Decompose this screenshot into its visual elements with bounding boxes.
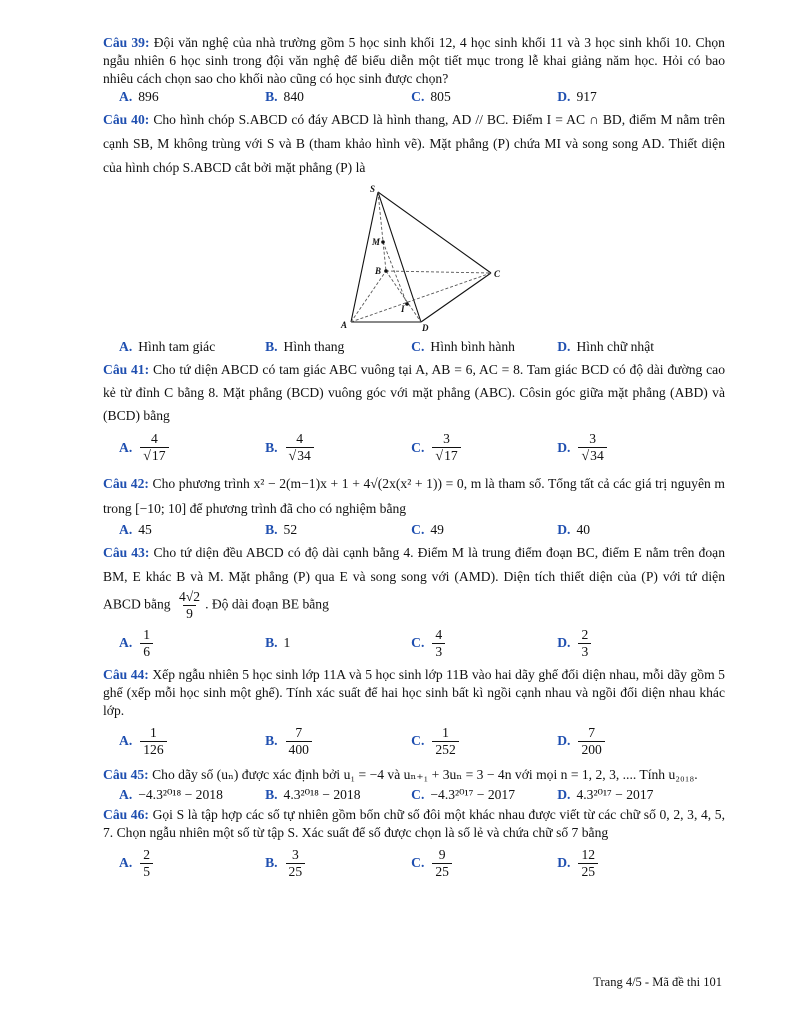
question-text: Cho tứ diện ABCD có tam giác ABC vuông tại A, AB = 6, AC = 8. Tam giác BCD có độ dài đường cao kẻ từ đỉnh C bằng 8. Mặt phẳng (BCD) vuông góc với mặt phẳng (ABC). Côsin góc giữa mặt phẳng (ABD) và (BCD) bằng — [103, 362, 726, 423]
edge-sc — [378, 192, 491, 273]
question-44 — [103, 666, 725, 720]
question-label: Câu 42: — [103, 476, 149, 491]
option-b[interactable]: B. Hình thang — [265, 339, 345, 354]
option-b[interactable]: B. $\frac{4}{√34}$ — [265, 431, 411, 465]
fraction: $\frac{7}{200}$ — [578, 725, 604, 758]
option-a[interactable]: A. −4.3²⁰¹⁸ − 2018 — [119, 787, 223, 802]
question-41 — [103, 358, 725, 427]
segment-mi — [383, 242, 407, 304]
option-a[interactable]: A. 896 — [119, 89, 159, 104]
option-c[interactable]: C. Hình bình hành — [411, 339, 515, 354]
label-a: A — [341, 320, 348, 330]
label-d: D — [422, 323, 429, 333]
option-b[interactable]: B. 4.3²⁰¹⁸ − 2018 — [265, 787, 361, 802]
fraction: $\frac{3}{√34}$ — [578, 431, 606, 465]
question-45 — [103, 764, 725, 786]
option-c[interactable]: C. 49 — [411, 522, 444, 537]
question-40 — [103, 108, 725, 180]
pyramid-figure — [333, 184, 503, 334]
option-c[interactable]: C. $\frac{3}{√17}$ — [411, 431, 557, 465]
option-a[interactable]: A. 45 — [119, 522, 152, 537]
label-s: S — [370, 184, 376, 194]
answer-row-42 — [119, 521, 725, 539]
answer-row-45 — [119, 786, 725, 804]
question-label: Câu 44: — [103, 667, 149, 682]
answer-row-41 — [119, 427, 725, 469]
fraction: $\frac{9}{25}$ — [432, 847, 452, 880]
option-c[interactable]: C. −4.3²⁰¹⁷ − 2017 — [411, 787, 516, 802]
fraction: $\frac{1}{6}$ — [140, 627, 153, 660]
fraction: $\frac{3}{√17}$ — [432, 431, 460, 465]
edge-bc — [386, 271, 491, 273]
point-m — [381, 240, 385, 244]
option-a[interactable]: A. Hình tam giác — [119, 339, 216, 354]
option-d[interactable]: D. 917 — [557, 89, 597, 104]
option-b[interactable]: B. 52 — [265, 522, 298, 537]
option-a[interactable]: A. $\frac{1}{6}$ — [119, 627, 265, 660]
fraction: $\frac{2}{3}$ — [578, 627, 591, 660]
area-fraction: $\frac{4√2}{9}$ — [179, 589, 201, 621]
answer-row-44 — [119, 720, 725, 762]
option-c[interactable]: C. $\frac{9}{25}$ — [411, 847, 557, 880]
fraction: $\frac{4}{3}$ — [432, 627, 445, 660]
page-footer: Trang 4/5 - Mã đề thi 101 — [593, 975, 722, 989]
point-i — [405, 302, 409, 306]
question-label: Câu 46: — [103, 807, 149, 822]
fraction: $\frac{4}{√34}$ — [286, 431, 314, 465]
question-46 — [103, 806, 725, 842]
fraction: $\frac{1}{126}$ — [140, 725, 166, 758]
option-d[interactable]: D. $\frac{3}{√34}$ — [557, 431, 725, 465]
option-c[interactable]: C. 805 — [411, 89, 451, 104]
question-42 — [103, 471, 725, 521]
question-39 — [103, 34, 725, 88]
option-d[interactable]: D. $\frac{12}{25}$ — [557, 847, 725, 880]
point-b — [384, 269, 388, 273]
question-label: Câu 39: — [103, 35, 150, 50]
option-b[interactable]: B. 840 — [265, 89, 304, 104]
question-label: Câu 40: — [103, 112, 150, 127]
answer-row-39 — [119, 88, 725, 106]
diag-ac — [351, 273, 491, 322]
label-b: B — [375, 266, 382, 276]
option-a[interactable]: A. $\frac{4}{√17}$ — [119, 431, 265, 465]
diag-bd — [386, 271, 421, 322]
question-label: Câu 43: — [103, 545, 150, 560]
edge-dc — [421, 273, 491, 322]
fraction: $\frac{3}{25}$ — [286, 847, 306, 880]
option-b[interactable]: B. 1 — [265, 635, 291, 650]
option-d[interactable]: D. $\frac{2}{3}$ — [557, 627, 725, 660]
option-b[interactable]: B. $\frac{7}{400}$ — [265, 725, 411, 758]
answer-row-40 — [119, 338, 725, 356]
fraction: $\frac{12}{25}$ — [578, 847, 598, 880]
question-text: Cho tứ diện đều ABCD có độ dài cạnh bằng 4. Điểm M là trung điểm đoạn BC, điểm E nằm trên đoạn BM, E khác B và M. Mặt phẳng (P) qua E và song song với (AMD). Diện tích thiết diện của (P) với tứ diện ABCD bằng — [103, 545, 725, 612]
question-43: Câu 43: Cho tứ diện đều ABCD có độ dài cạnh bằng 4. Điểm M là trung điểm đoạn BC, điểm E nằm trên đoạn BM, E khác B và M. Mặt phẳng (P) qua E và song song với (AMD). Diện tích thiết diện của (P) với tứ diện ABCD bằng $\frac{4√2}{9}$ . Độ dài đoạn BE bằng — [103, 545, 725, 621]
option-d[interactable]: D. $\frac{7}{200}$ — [557, 725, 725, 758]
option-d[interactable]: D. 4.3²⁰¹⁷ − 2017 — [557, 787, 654, 802]
answer-row-43 — [119, 622, 725, 664]
answer-row-46 — [119, 842, 725, 884]
option-d[interactable]: D. Hình chữ nhật — [557, 339, 655, 354]
option-b[interactable]: B. $\frac{3}{25}$ — [265, 847, 411, 880]
question-label: Câu 45: — [103, 767, 149, 782]
question-text: Cho dãy số (uₙ) được xác định bởi u₁ = −4 và uₙ₊₁ + 3uₙ = 3 − 4n với mọi n = 1, 2, 3, .... Tính u₂₀₁₈. — [148, 767, 698, 782]
edge-sa — [351, 192, 378, 322]
question-text: Gọi S là tập hợp các số tự nhiên gồm bốn chữ số đôi một khác nhau được viết từ các chữ số 0, 2, 3, 4, 5, 7. Chọn ngẫu nhiên một số từ tập S. Xác suất để số được chọn là số lẻ và chứa chữ số 7 bằng — [103, 807, 725, 840]
fraction: $\frac{4}{√17}$ — [140, 431, 168, 465]
question-text: Xếp ngẫu nhiên 5 học sinh lớp 11A và 5 học sinh lớp 11B vào hai dãy ghế đối diện nhau, mỗi dãy gồm 5 ghế (xếp mỗi học sinh một ghế). Tính xác suất để hai học sinh bất kì ngồi cạnh nhau và ngồi đối diện nhau khác lớp. — [103, 667, 725, 718]
question-label: Câu 41: — [103, 362, 150, 377]
option-d[interactable]: D. 40 — [557, 522, 591, 537]
question-text: Cho phương trình x² − 2(m−1)x + 1 + 4√(2x(x² + 1)) = 0, m là tham số. Tổng tất cả các giá trị nguyên m trong [−10; 10] để phương trình đã cho có nghiệm bằng — [103, 476, 725, 516]
exam-page — [103, 32, 725, 884]
fraction: $\frac{1}{252}$ — [432, 725, 458, 758]
option-a[interactable]: A. $\frac{2}{5}$ — [119, 847, 265, 880]
question-text: Cho hình chóp S.ABCD có đáy ABCD là hình thang, AD // BC. Điểm I = AC ∩ BD, điểm M nằm trên cạnh SB, M không trùng với S và B (tham khảo hình vẽ). Mặt phẳng (P) chứa MI và song song AD. Thiết diện của hình chóp S.ABCD cắt bởi mặt phẳng (P) là — [103, 112, 725, 175]
label-c: C — [494, 269, 501, 279]
option-a[interactable]: A. $\frac{1}{126}$ — [119, 725, 265, 758]
option-c[interactable]: C. $\frac{1}{252}$ — [411, 725, 557, 758]
option-c[interactable]: C. $\frac{4}{3}$ — [411, 627, 557, 660]
fraction: $\frac{7}{400}$ — [286, 725, 312, 758]
fraction: $\frac{2}{5}$ — [140, 847, 153, 880]
question-text: Đội văn nghệ của nhà trường gồm 5 học sinh khối 12, 4 học sinh khối 11 và 3 học sinh khối 10. Chọn ngẫu nhiên 6 học sinh trong đội văn nghệ để biểu diễn một tiết mục trong lễ khai giảng năm học. Hỏi có bao nhiêu cách chọn sao cho khối nào cũng có học sinh được chọn? — [103, 35, 725, 86]
label-m: M — [372, 237, 381, 247]
label-i: I — [401, 304, 405, 314]
